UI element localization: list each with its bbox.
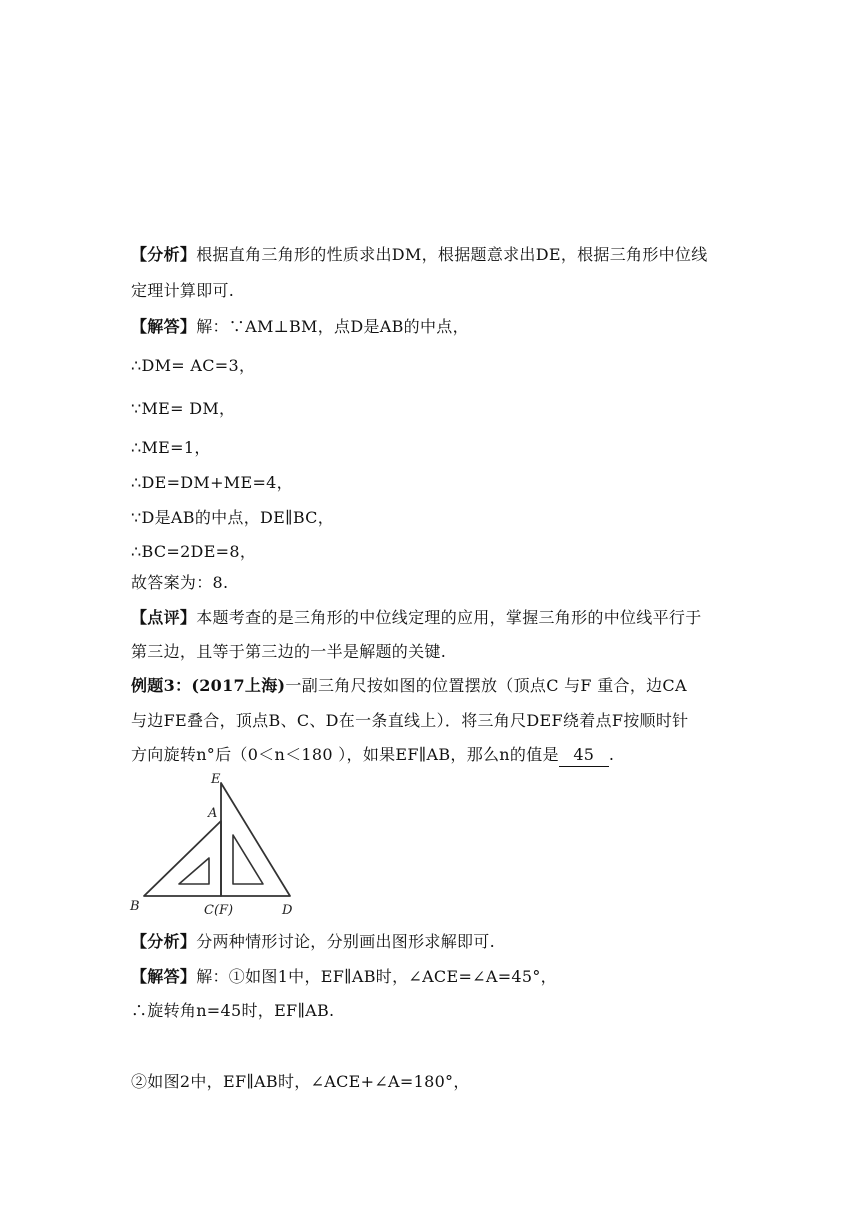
label-e: E [211, 773, 221, 787]
triangle-def-inner [233, 835, 263, 884]
example-line-3 [131, 744, 614, 767]
label-d: D [282, 903, 293, 918]
solution-tag: 【解答】 [131, 317, 197, 336]
solution2-tag: 【解答】 [131, 967, 197, 986]
analysis2-text: 分两种情形讨论，分别画出图形求解即可. [196, 932, 495, 951]
example-text-3: 方向旋转n°后（0＜n＜180 ），如果EF∥AB，那么n的值是 [131, 745, 559, 764]
analysis2-tag: 【分析】 [131, 932, 197, 951]
comment-text-1: 本题考查的是三角形的中位线定理的应用，掌握三角形的中位线平行于 [196, 608, 702, 627]
label-b: B [130, 899, 140, 914]
triangle-abc-inner [179, 858, 209, 884]
solution-step-5: ∵D是AB的中点，DE∥BC， [131, 508, 335, 527]
example-line-1 [131, 675, 687, 697]
answer-blank: 45 [559, 744, 609, 767]
example-text-3-end: . [608, 745, 615, 764]
analysis-paragraph-line-1 [131, 244, 708, 266]
comment-tag: 【点评】 [131, 608, 197, 627]
triangle-figure [128, 773, 308, 923]
solution-answer: 故答案为：8. [131, 573, 229, 592]
label-a: A [208, 806, 218, 821]
comment-line-2: 第三边，且等于第三边的一半是解题的关键. [131, 642, 447, 661]
solution-intro-line [131, 316, 469, 338]
analysis-tag: 【分析】 [131, 245, 197, 264]
example-label: 例题3：(2017上海) [131, 676, 286, 695]
solution-step-2: ∵ME= DM， [131, 399, 236, 418]
solution2-intro: 解：①如图1中，EF∥AB时，∠ACE=∠A=45°， [196, 967, 557, 986]
solution-step-3: ∴ME=1， [131, 438, 211, 457]
comment-line-1 [131, 607, 702, 629]
solution2-intro-line [131, 966, 557, 988]
solution-step-1: ∴DM= AC=3， [131, 356, 256, 375]
solution-step-6: ∴BC=2DE=8， [131, 542, 257, 561]
triangle-def [221, 783, 290, 896]
solution-step-4: ∴DE=DM+ME=4， [131, 473, 293, 492]
analysis2-line [131, 931, 495, 953]
solution2-step-1: ∴旋转角n=45时，EF∥AB. [131, 1001, 335, 1020]
example-text-1: 一副三角尺按如图的位置摆放（顶点C 与F 重合，边CA [285, 676, 687, 695]
analysis-text-1: 根据直角三角形的性质求出DM，根据题意求出DE，根据三角形中位线 [196, 245, 708, 264]
analysis-paragraph-line-2: 定理计算即可. [131, 281, 235, 300]
solution-intro: 解：∵AM⊥BM，点D是AB的中点， [196, 317, 469, 336]
example-line-2: 与边FE叠合，顶点B、C、D在一条直线上）．将三角尺DEF绕着点F按顺时针 [131, 711, 689, 730]
solution2-step-2: ②如图2中，EF∥AB时，∠ACE+∠A=180°， [131, 1072, 470, 1091]
label-cf: C(F) [204, 903, 234, 918]
